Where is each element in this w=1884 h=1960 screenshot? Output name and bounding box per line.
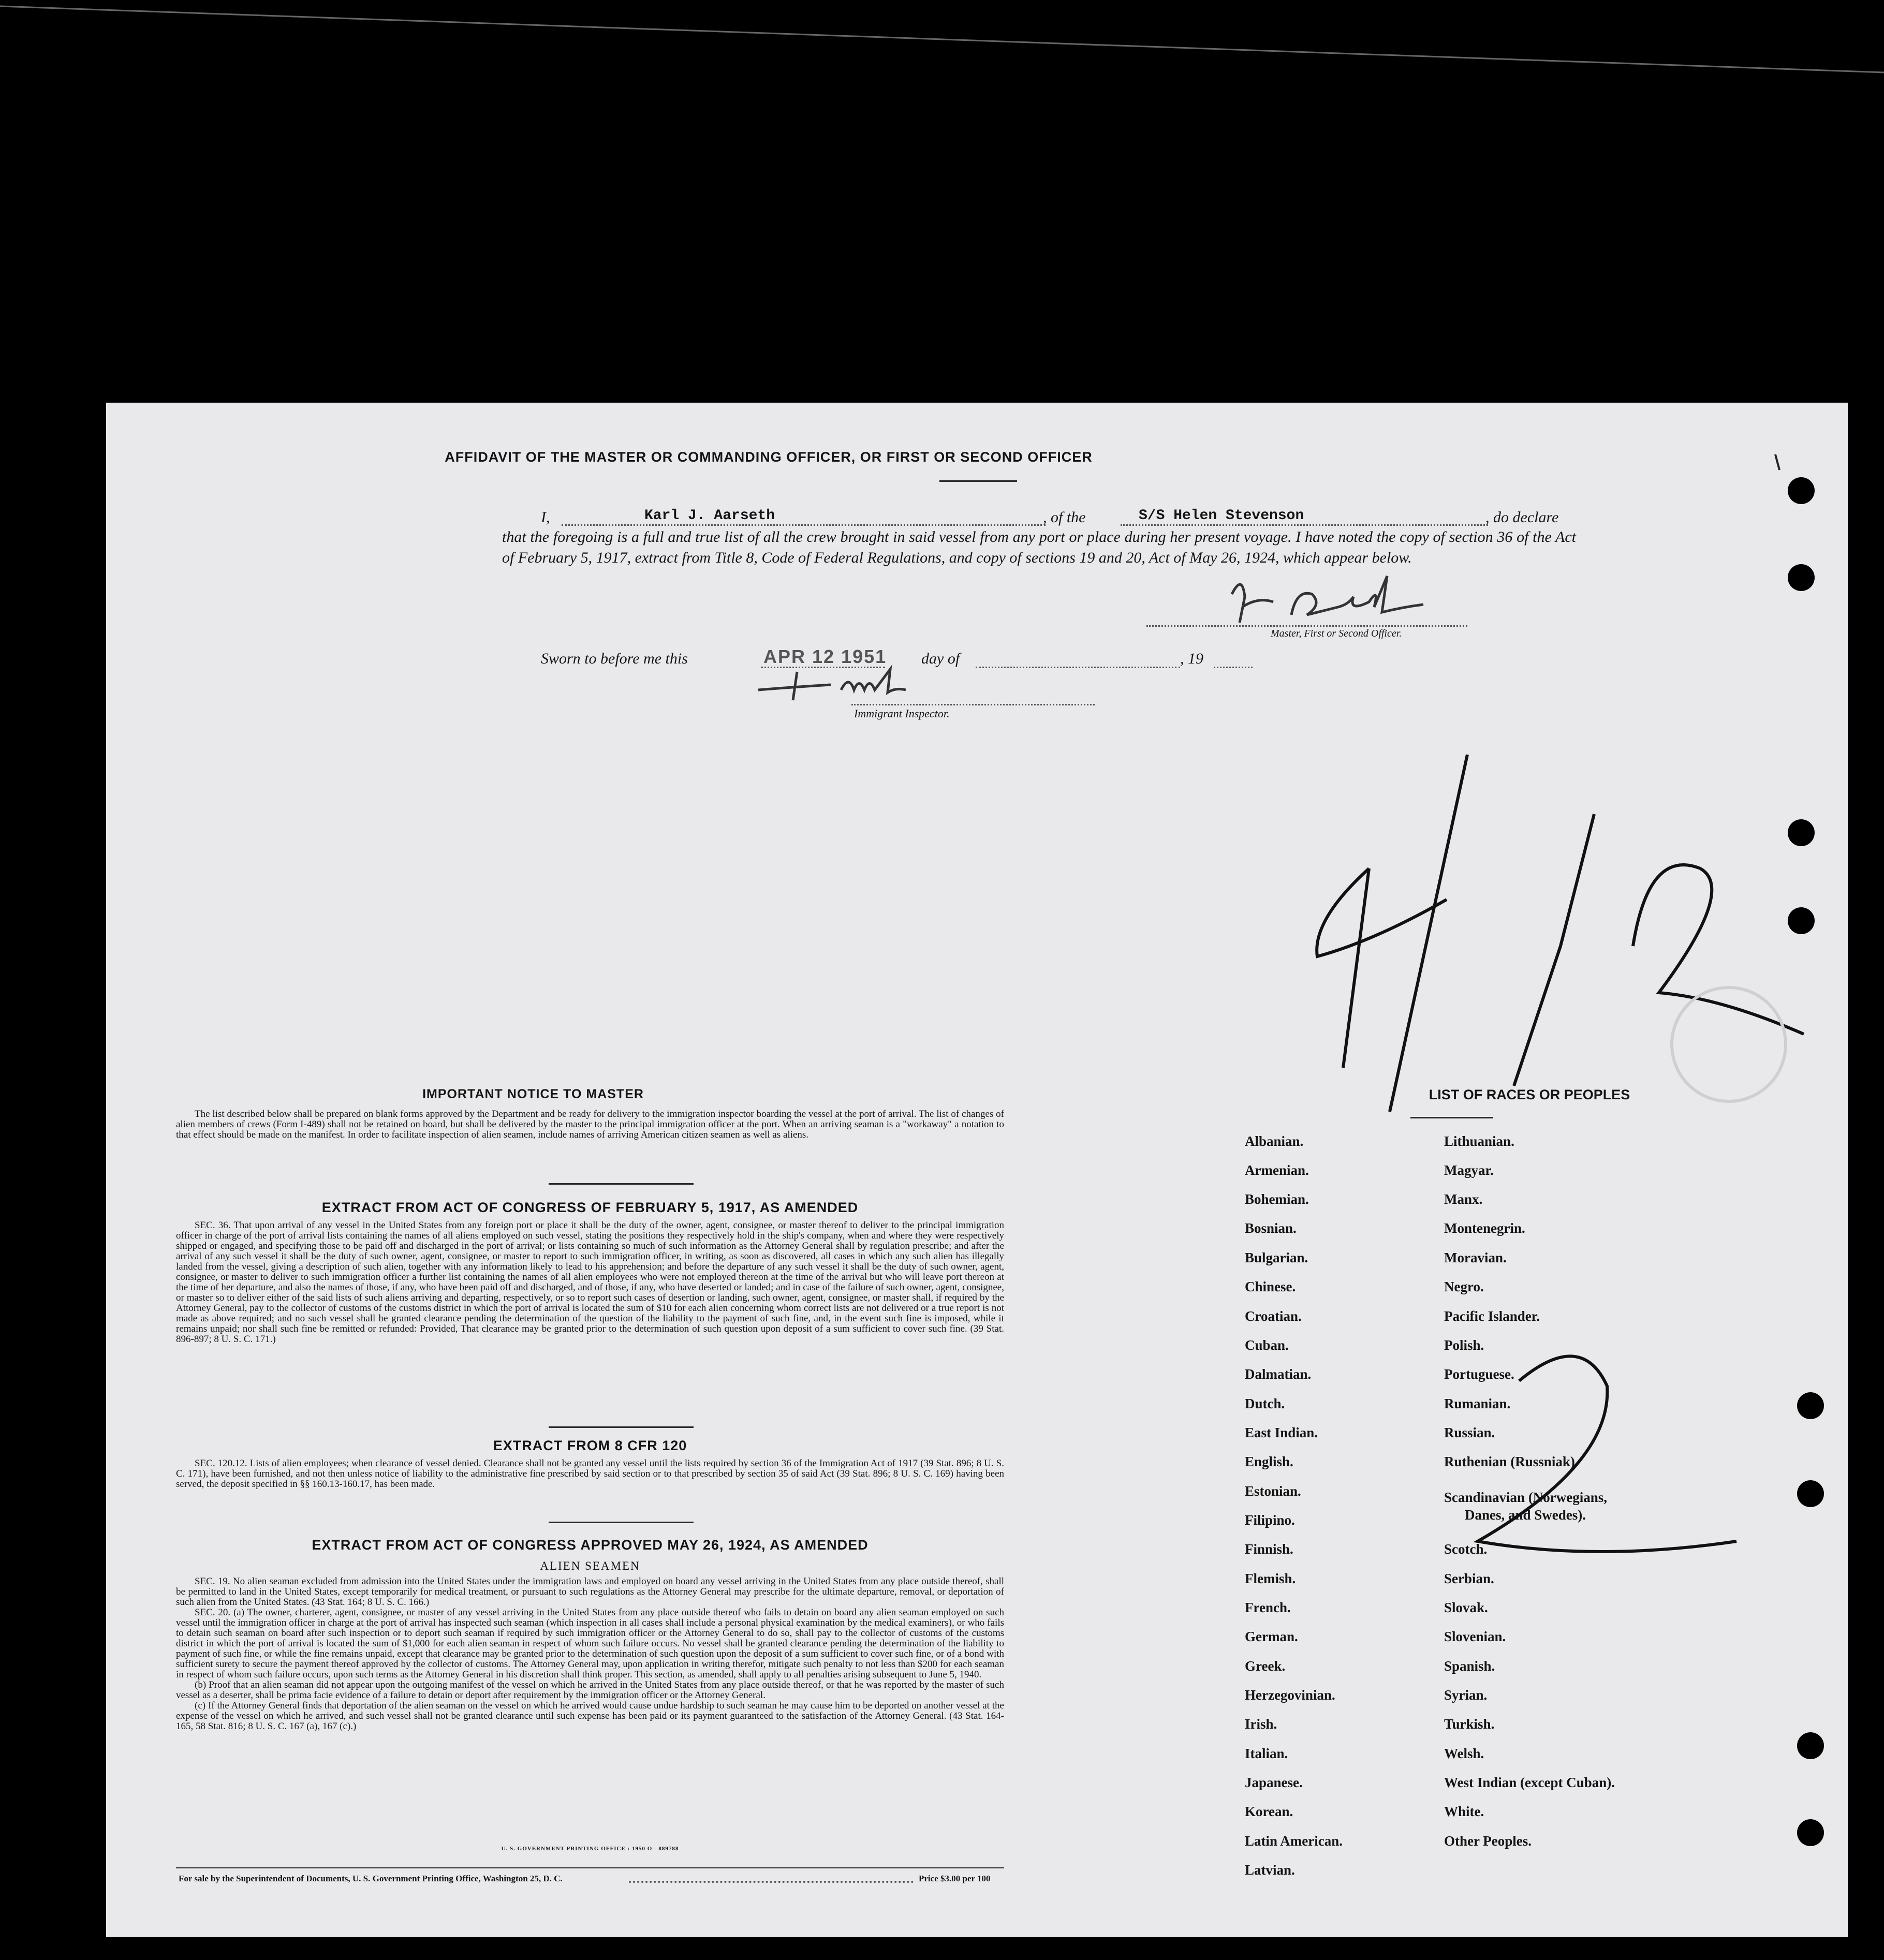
section-20c: (c) If the Attorney General finds that deportation of the alien seaman on the vessel on which he arrived would cause undue hardship to such seaman he may cause him to be deported on another vessel at the expense of the vessel on which he arrived, and such vessel shall not be granted clearance until such expense has been paid or its payment guaranteed to the satisfaction of the Attorney General. (43 Stat. 164-165, 58 Stat. 816; 8 U. S. C. 167 (a), 167 (c).)	[176, 1700, 1004, 1732]
race-item: English.	[1245, 1454, 1293, 1469]
race-item: Manx.	[1444, 1191, 1483, 1207]
footer-rule	[176, 1867, 1004, 1868]
alien-seamen-subtitle: ALIEN SEAMEN	[540, 1559, 640, 1572]
month-line	[976, 667, 1180, 668]
race-item: Dalmatian.	[1245, 1366, 1312, 1382]
sworn-label: Sworn to before me this	[541, 650, 688, 667]
price-notice: Price $3.00 per 100	[919, 1874, 991, 1883]
affidavit-do-declare: , do declare	[1485, 509, 1559, 526]
race-item: Spanish.	[1444, 1658, 1495, 1674]
race-item: Montenegrin.	[1444, 1220, 1525, 1236]
race-item: White.	[1444, 1804, 1484, 1819]
footer-leader-dots	[629, 1881, 914, 1883]
extract-1917-title: EXTRACT FROM ACT OF CONGRESS OF FEBRUARY 5, 1917, AS AMENDED	[321, 1200, 859, 1215]
race-item: Armenian.	[1245, 1162, 1309, 1178]
race-item: Slovak.	[1444, 1600, 1488, 1615]
race-item: Syrian.	[1444, 1687, 1488, 1703]
sworn-date-stamp: APR 12 1951	[763, 646, 887, 667]
inspector-signature-line	[851, 704, 1095, 705]
race-item: Magyar.	[1444, 1162, 1494, 1178]
race-item: West Indian (except Cuban).	[1444, 1775, 1615, 1790]
race-item: Russian.	[1444, 1425, 1495, 1440]
race-item: Bohemian.	[1245, 1191, 1309, 1207]
inspector-signature-mark	[758, 669, 906, 700]
race-item: Japanese.	[1245, 1775, 1303, 1790]
binder-hole	[1788, 819, 1815, 846]
section-19: SEC. 19. No alien seaman excluded from admission into the United States under the immigration laws and employed on board any vessel arriving in the United States from any place outside thereof, shall be permitted to land in the United States, except temporarily for medical treatment, or pursuant to such regulations as the Attorney General may prescribe for the ultimate departure, removal, or deportation of such alien from the United States. (43 Stat. 164; 8 U. S. C. 166.)	[176, 1576, 1004, 1608]
race-item: Chinese.	[1245, 1279, 1296, 1294]
section-20a: SEC. 20. (a) The owner, charterer, agent, consignee, or master of any vessel arriving in the United States from any place outside thereof who fails to detain on board any alien seaman employed on such vessel until the immigration officer in charge at the port of arrival has inspected such seaman (which inspection in all cases shall include a personal physical examination by the medical examiners), or who fails to detain such seaman on board after such inspection or to deport such seaman if required by such immigration officer or the Attorney General to do so, shall pay to the collector of customs of the customs district in which the port of arrival is located the sum of $1,000 for each alien seaman in respect of whom such failure occurs. No vessel shall be granted clearance pending the determination of the liability to payment of such fine, or while the fine remains unpaid, except that clearance may be granted prior to the determination of such question upon the deposit of a sum sufficient to cover such fine, or of a bond with sufficient surety to secure the payment thereof approved by the collector of customs. The Attorney General may, upon application in writing therefor, mitigate such penalty to not less than $200 for each seaman in respect of whom such failure occurs, upon such terms as the Attorney General in his discretion shall think proper. This section, as amended, shall apply to all penalties arising subsequent to June 5, 1940.	[176, 1607, 1004, 1680]
notice-title: IMPORTANT NOTICE TO MASTER	[422, 1087, 644, 1101]
race-item: Ruthenian (Russniak).	[1444, 1454, 1579, 1469]
section-20b: (b) Proof that an alien seaman did not appear upon the outgoing manifest of the vessel on which he arrived in the United States from any place outside thereof, or that he was reported by the master of such vessel as a deserter, shall be prima facie evidence of a failure to detain or deport after requirement by the immigration officer or the Attorney General.	[176, 1679, 1004, 1701]
binder-hole	[1788, 907, 1815, 934]
title-rule	[939, 480, 1017, 482]
race-item: Croatian.	[1245, 1308, 1302, 1324]
race-item: Polish.	[1444, 1337, 1484, 1353]
binder-hole	[1788, 477, 1815, 504]
vessel-dotted-line	[1121, 524, 1488, 526]
race-item: German.	[1245, 1629, 1298, 1644]
scan-edge-line	[0, 0, 1884, 83]
race-item: Scotch.	[1444, 1541, 1488, 1557]
faint-circular-stamp	[1672, 988, 1786, 1101]
race-item: Finnish.	[1245, 1541, 1293, 1557]
master-signature-line	[1146, 625, 1467, 627]
margin-tick	[1775, 454, 1779, 470]
race-item: Slovenian.	[1444, 1629, 1506, 1644]
notice-rule	[549, 1183, 694, 1185]
year-prefix: , 19	[1180, 650, 1203, 667]
large-mark-slash	[1390, 755, 1467, 1112]
crew-list-reverse-page	[106, 403, 1848, 1937]
binder-hole	[1797, 1392, 1824, 1419]
extract-1924-text	[176, 1576, 1004, 1732]
race-item: Lithuanian.	[1444, 1133, 1514, 1149]
race-item: Pacific Islander.	[1444, 1308, 1540, 1324]
cfr-text: SEC. 120.12. Lists of alien employees; when clearance of vessel denied. Clearance shall not be granted any vessel until the lists required by section 36 of the Immigration Act of 1917 (39 Stat. 896; 8 U. S. C. 171), have been furnished, and not then unless notice of liability to the administrative fine prescribed by said section or to that prescribed by section 35 of said Act (39 Stat. 896; 8 U. S. C. 169) having been served, the deposit specified in §§ 160.13-160.17, has been made.	[176, 1458, 1004, 1490]
races-title: LIST OF RACES OR PEOPLES	[1429, 1087, 1630, 1102]
race-item: Greek.	[1245, 1658, 1286, 1674]
extract-1917-text: SEC. 36. That upon arrival of any vessel in the United States from any foreign port or place it shall be the duty of the owner, agent, consignee, or master thereof to deliver to the principal immigration officer in charge of the port of arrival lists containing the names of all aliens employed on such vessel, stating the positions they respectively hold in the ship's company, when and where they were respectively shipped or engaged, and specifying those to be paid off and discharged in the port of arrival; or lists containing so much of such information as the Attorney General shall by regulation prescribe; and after the arrival of any such vessel it shall be the duty of such owner, agent, consignee, or master to report to such immigration officer, in writing, as soon as discovered, all cases in which any such alien has illegally landed from the vessel, giving a description of such alien, together with any information likely to lead to his apprehension; and before the departure of any such vessel it shall be the duty of such owner, agent, consignee, or master to deliver to such immigration officer a further list containing the names of all alien employees who were not employed thereon at the time of the arrival but who will leave port thereon at the time of her departure, and also the names of those, if any, who have been paid off and discharged, and of those, if any, who have deserted or landed; and in case of the failure of such owner, agent, consignee, or master so to deliver either of the said lists of such aliens arriving and departing, respectively, or so to report such cases of desertion or landing, such owner, agent, consignee, or master shall, if required by the Attorney General, pay to the collector of customs of the customs district in which the port of arrival is located the sum of $10 for each alien concerning whom correct lists are not delivered or a true report is not made as above required; and no such vessel shall be granted clearance pending the determination of the question of the liability to the payment of such fine, and, in the event such fine is imposed, while it remains unpaid; nor shall such fine be remitted or refunded: Provided, That clearance may be granted prior to the determination of such question upon deposit of a sum sufficient to cover such fine. (39 Stat. 896-897; 8 U. S. C. 171.)	[176, 1220, 1004, 1345]
binder-hole	[1797, 1819, 1824, 1846]
notice-text: The list described below shall be prepared on blank forms approved by the Department and be ready for delivery to the immigration inspector boarding the vessel at the port of arrival. The list of changes of alien members of crews (Form I-489) shall not be retained on board, but shall be delivered by the master to the principal immigration officer at the port. When an arriving seaman is a "workaway" a notation to that effect should be made on the manifest. In order to facilitate inspection of alien seamen, include names of arriving American citizen seamen as well as aliens.	[176, 1109, 1004, 1140]
race-item: Serbian.	[1444, 1571, 1494, 1586]
large-mark-4	[1317, 868, 1447, 1068]
large-mark-1	[1514, 814, 1594, 1086]
gpo-imprint: U. S. GOVERNMENT PRINTING OFFICE : 1950 O - 889788	[501, 1846, 679, 1852]
race-item: Other Peoples.	[1444, 1833, 1532, 1849]
large-mark-2	[1633, 865, 1804, 1034]
race-item: Filipino.	[1245, 1512, 1295, 1528]
race-item: East Indian.	[1245, 1425, 1318, 1440]
race-item: Korean.	[1245, 1804, 1293, 1819]
race-item: Negro.	[1444, 1279, 1484, 1294]
race-item: French.	[1245, 1600, 1291, 1615]
master-signature-mark	[1232, 576, 1423, 623]
race-item: Bosnian.	[1245, 1220, 1297, 1236]
sworn-day-line	[761, 667, 885, 668]
race-item: Cuban.	[1245, 1337, 1289, 1353]
master-title-label: Master, First or Second Officer.	[1271, 628, 1402, 639]
name-dotted-line	[562, 524, 1046, 526]
binder-hole	[1797, 1480, 1824, 1507]
extract-1924-title: EXTRACT FROM ACT OF CONGRESS APPROVED MAY 26, 1924, AS AMENDED	[312, 1537, 869, 1553]
binder-hole	[1797, 1732, 1824, 1759]
affidavit-title: AFFIDAVIT OF THE MASTER OR COMMANDING OFFICER, OR FIRST OR SECOND OFFICER	[445, 449, 1093, 465]
master-name-field: Karl J. Aarseth	[644, 508, 775, 524]
affidavit-body-text: that the foregoing is a full and true list of all the crew brought in said vessel from any port or place during her present voyage. I have noted the copy of section 36 of the Act of February 5, 1917, extract from Title 8, Code of Federal Regulations, and copy of sections 19 and 20, Act of May 26, 1924, which appear below.	[502, 528, 1576, 566]
race-item: Dutch.	[1245, 1396, 1285, 1411]
affidavit-i-label: I,	[541, 509, 550, 526]
race-item: Herzegovinian.	[1245, 1687, 1335, 1703]
binder-hole	[1788, 564, 1815, 591]
race-item: Albanian.	[1245, 1133, 1304, 1149]
race-item: Moravian.	[1444, 1250, 1507, 1265]
day-of-label: day of	[921, 650, 960, 667]
race-item: Latin American.	[1245, 1833, 1343, 1849]
cfr-rule	[549, 1522, 694, 1523]
race-item: Welsh.	[1444, 1746, 1484, 1761]
extract-1917-rule	[549, 1426, 694, 1428]
race-item: Portuguese.	[1444, 1366, 1514, 1382]
race-item: Turkish.	[1444, 1716, 1495, 1732]
vessel-name-field: S/S Helen Stevenson	[1139, 508, 1304, 524]
inspector-label: Immigrant Inspector.	[854, 707, 950, 720]
year-line	[1214, 667, 1253, 668]
affidavit-of-the: , of the	[1043, 509, 1086, 526]
race-item: Flemish.	[1245, 1571, 1296, 1586]
race-item: Danes, and Swedes).	[1465, 1507, 1586, 1523]
race-item: Scandinavian (Norwegians,	[1444, 1490, 1608, 1505]
sale-notice: For sale by the Superintendent of Documents, U. S. Government Printing Office, Washington 25, D. C.	[179, 1874, 563, 1883]
race-item: Italian.	[1245, 1746, 1288, 1761]
race-item: Estonian.	[1245, 1483, 1301, 1499]
race-item: Rumanian.	[1444, 1396, 1511, 1411]
race-item: Latvian.	[1245, 1862, 1295, 1878]
race-item: Bulgarian.	[1245, 1250, 1308, 1265]
races-rule	[1410, 1117, 1493, 1118]
cfr-title: EXTRACT FROM 8 CFR 120	[493, 1438, 687, 1453]
race-item: Irish.	[1245, 1716, 1277, 1732]
